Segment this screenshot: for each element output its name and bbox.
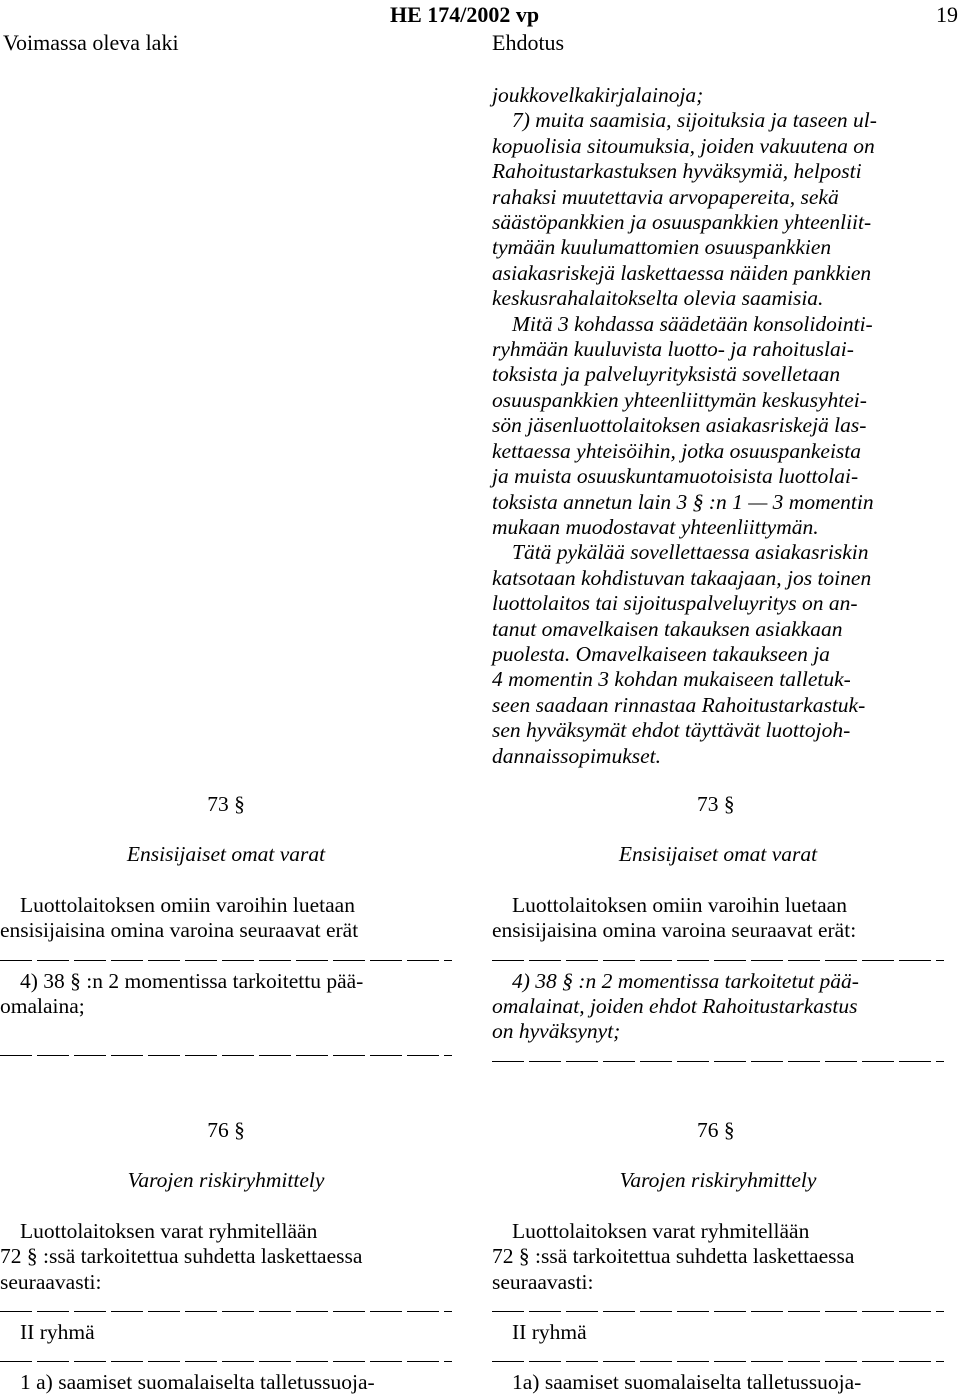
- text-line: toksista ja palveluyrityksistä sovelletaan: [492, 362, 841, 387]
- section-intro: [0, 893, 452, 944]
- text-line: ryhmään kuuluvista luotto- ja rahoituslai-: [492, 337, 854, 362]
- text-line: luottolaitos tai sijoituspalveluyritys on an-: [492, 591, 858, 616]
- text-line: katsotaan kohdistuvan takaajaan, jos toinen: [492, 565, 872, 590]
- document-id: HE 174/2002 vp: [390, 2, 540, 27]
- section-intro: [492, 893, 944, 944]
- section-item: [0, 969, 452, 1020]
- text-line: asiakasriskejä laskettaessa näiden pankkien: [492, 260, 872, 285]
- text-line: Tätä pykälää sovellettaessa asiakasriskin: [512, 540, 869, 565]
- paragraph-item7: [492, 83, 944, 312]
- page-header: [0, 0, 960, 60]
- section-number: 73 §: [207, 792, 245, 816]
- text-line: seuraavasti:: [492, 1269, 594, 1294]
- proposal-top-text: [492, 83, 944, 769]
- text-line: puolesta. Omavelkaiseen takaukseen ja: [492, 641, 830, 666]
- section-intro: [0, 1219, 452, 1295]
- paragraph-consolidation: [492, 312, 944, 541]
- text-line: mukaan muodostavat yhteenliittymän.: [492, 514, 819, 539]
- text-line: ja muista osuuskuntamuotoisista luottolai-: [492, 464, 859, 489]
- omission-dashes: [0, 1345, 452, 1370]
- text-line: 4 momentin 3 kohdan mukaiseen talletuk-: [492, 667, 851, 692]
- omission-dashes: [492, 1295, 944, 1320]
- section-heading: Ensisijaiset omat varat: [126, 842, 326, 867]
- omission-dashes: [492, 944, 944, 969]
- text-line: ensisijaisina omina varoina seuraavat erät: [0, 918, 359, 943]
- text-line: Luottolaitoksen omiin varoihin luetaan: [20, 892, 355, 917]
- text-line: 7) muita saamisia, sijoituksia ja taseen ul-: [512, 108, 877, 133]
- text-line: Rahoitustarkastuksen hyväksymiä, helposti: [492, 159, 862, 184]
- text-line: tymään kuulumattomien osuuspankkien: [492, 235, 832, 260]
- right-column-title: Ehdotus: [492, 30, 565, 55]
- text-line: 72 § :ssä tarkoitettua suhdetta laskettaessa: [0, 1244, 363, 1269]
- text-line: dannaissopimukset.: [492, 743, 662, 768]
- text-line: toksista annetun lain 3 § :n 1 — 3 momentin: [492, 489, 874, 514]
- omission-dashes: [0, 944, 452, 969]
- text-line: 72 § :ssä tarkoitettua suhdetta laskettaessa: [492, 1244, 855, 1269]
- text-line: seen saadaan rinnastaa Rahoitustarkastuk-: [492, 692, 866, 717]
- text-line: 4) 38 § :n 2 momentissa tarkoitetut pää-: [512, 968, 859, 993]
- section-item: [492, 969, 944, 1045]
- omission-dashes: [492, 1045, 944, 1070]
- text-line: keskusrahalaitokselta olevia saamisia.: [492, 286, 824, 311]
- section-item: 1 a) saamiset suomalaiselta talletussuoja-: [20, 1370, 375, 1395]
- section-76-proposal: [492, 1118, 944, 1396]
- section-heading: Varojen riskiryhmittely: [619, 1168, 817, 1193]
- text-line: Luottolaitoksen omiin varoihin luetaan: [512, 892, 847, 917]
- section-73-proposal: [492, 792, 944, 1070]
- section-item: 1a) saamiset suomalaiselta talletussuoja-: [512, 1370, 862, 1395]
- text-line: seuraavasti:: [0, 1269, 102, 1294]
- text-line: kopuolisia sitoumuksia, joiden vakuutena on: [492, 133, 875, 158]
- text-line: omalainat, joiden ehdot Rahoitustarkastus: [492, 994, 858, 1019]
- text-line: rahaksi muutettavia arvopapereita, sekä: [492, 184, 839, 209]
- omission-dashes: [0, 1039, 452, 1064]
- text-line: säästöpankkien ja osuuspankkien yhteenliit-: [492, 210, 872, 235]
- text-line: osuuspankkien yhteenliittymän keskusyhtei-: [492, 387, 867, 412]
- page-number: 19: [936, 2, 958, 27]
- text-line: tanut omavelkaisen takauksen asiakkaan: [492, 616, 843, 641]
- text-line: sen hyväksymät ehdot täyttävät luottojoh-: [492, 718, 851, 743]
- text-line: ensisijaisina omina varoina seuraavat erät:: [492, 918, 857, 943]
- text-line: Luottolaitoksen varat ryhmitellään: [512, 1218, 810, 1243]
- left-column-title: Voimassa oleva laki: [3, 30, 179, 55]
- text-line: kettaessa yhteisöihin, jotka osuuspankeista: [492, 438, 862, 463]
- text-line: Mitä 3 kohdassa säädetään konsolidointi-: [512, 311, 873, 336]
- omission-dashes: [0, 1295, 452, 1320]
- text-line: joukkovelkakirjalainoja;: [492, 83, 704, 107]
- section-heading: Varojen riskiryhmittely: [127, 1168, 325, 1193]
- omission-dashes: [492, 1345, 944, 1370]
- text-line: omalaina;: [0, 994, 85, 1019]
- section-73-current: [0, 792, 452, 1064]
- section-number: 73 §: [697, 792, 735, 816]
- section-number: 76 §: [697, 1118, 735, 1142]
- text-line: on hyväksynyt;: [492, 1019, 621, 1044]
- text-line: 4) 38 § :n 2 momentissa tarkoitettu pää-: [20, 968, 364, 993]
- section-intro: [492, 1219, 944, 1295]
- text-line: Luottolaitoksen varat ryhmitellään: [20, 1218, 318, 1243]
- text-line: sön jäsenluottolaitoksen asiakasriskejä las-: [492, 413, 867, 438]
- group-label: II ryhmä: [20, 1320, 95, 1345]
- section-76-current: [0, 1118, 452, 1396]
- section-heading: Ensisijaiset omat varat: [618, 842, 818, 867]
- paragraph-guarantee: [492, 540, 944, 769]
- section-number: 76 §: [207, 1118, 245, 1142]
- group-label: II ryhmä: [512, 1320, 587, 1345]
